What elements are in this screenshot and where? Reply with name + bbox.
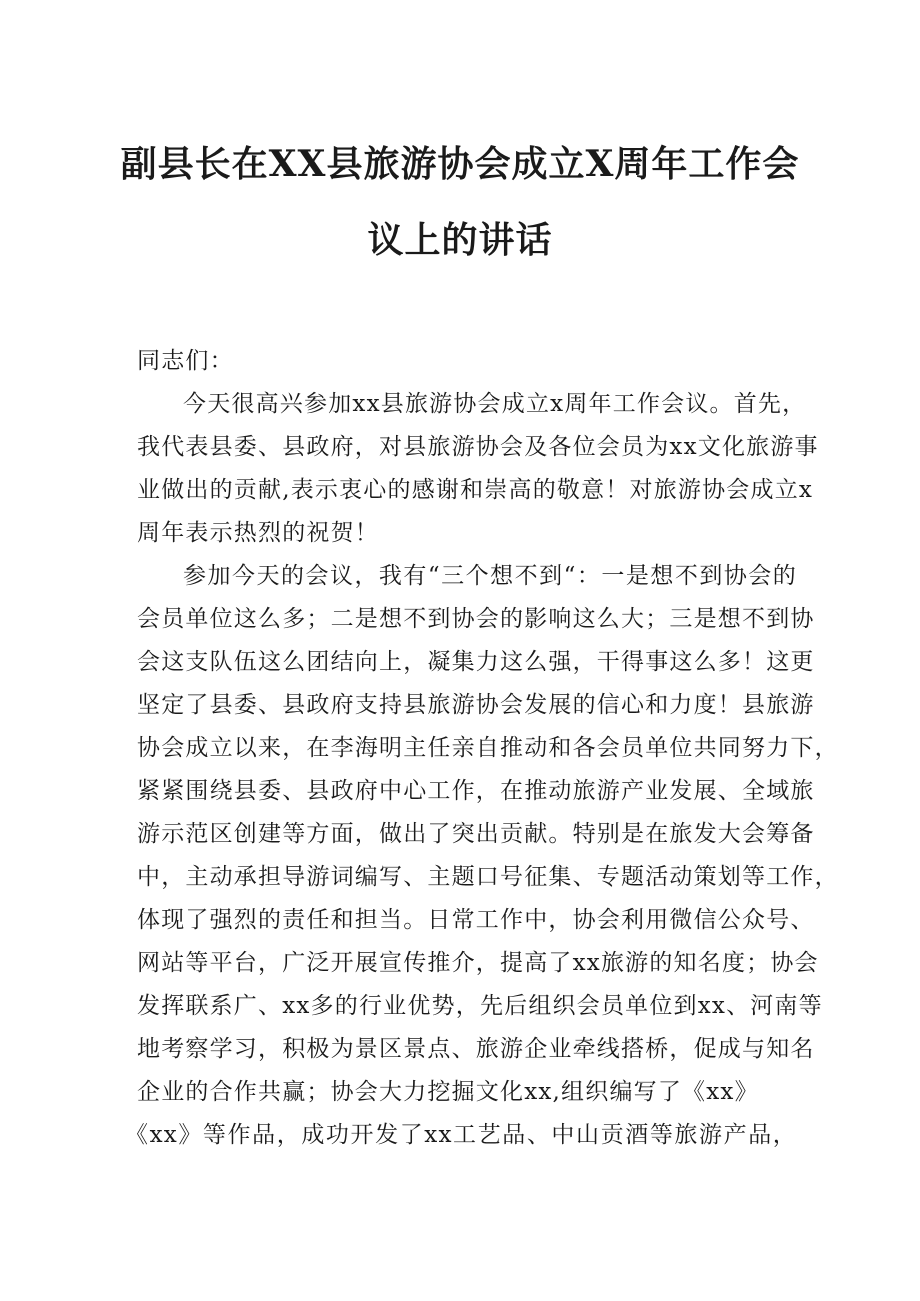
body-line: 参加今天的会议，我有“三个想不到“：一是想不到协会的	[183, 563, 797, 589]
body-line: 会员单位这么多；二是想不到协会的影响这么大；三是想不到协	[137, 606, 815, 632]
body-line: 《xx》等作品，成功开发了xx工艺品、中山贡酒等旅游产品，	[125, 1122, 797, 1148]
body-line: 我代表县委、县政府，对县旅游协会及各位会员为xx文化旅游事	[137, 434, 819, 460]
document-body	[125, 340, 839, 1157]
body-line: 企业的合作共赢；协会大力挖掘文化xx,组织编写了《xx》	[137, 1079, 759, 1105]
body-line: 会这支队伍这么团结向上，凝集力这么强，干得事这么多！这更	[137, 649, 815, 675]
body-line: 周年表示热烈的祝贺！	[137, 520, 379, 546]
body-line: 游示范区创建等方面，做出了突出贡献。特别是在旅发大会筹备	[137, 821, 815, 847]
document-title-line-2: 议上的讲话	[367, 219, 553, 261]
body-line: 坚定了县委、县政府支持县旅游协会发展的信心和力度！县旅游	[137, 692, 815, 718]
body-line: 中，主动承担导游词编写、主题口号征集、专题活动策划等工作，	[137, 864, 839, 890]
body-line: 地考察学习，积极为景区景点、旅游企业牵线搭桥，促成与知名	[137, 1036, 815, 1062]
body-line: 协会成立以来，在李海明主任亲自推动和各会员单位共同努力下，	[137, 735, 839, 761]
body-line: 网站等平台，广泛开展宣传推介，提高了xx旅游的知名度；协会	[137, 950, 819, 976]
body-line: 体现了强烈的责任和担当。日常工作中，协会利用微信公众号、	[137, 907, 815, 933]
body-line: 业做出的贡献,表示衷心的感谢和崇高的敬意！对旅游协会成立x	[137, 477, 814, 503]
body-line: 今天很高兴参加xx县旅游协会成立x周年工作会议。首先，	[183, 391, 807, 417]
body-line: 紧紧围绕县委、县政府中心工作，在推动旅游产业发展、全域旅	[137, 778, 815, 804]
document-title-line-1: 副县长在XX县旅游协会成立X周年工作会	[120, 143, 800, 185]
salutation: 同志们：	[137, 348, 234, 374]
body-line: 发挥联系广、xx多的行业优势，先后组织会员单位到xx、河南等	[137, 993, 823, 1019]
